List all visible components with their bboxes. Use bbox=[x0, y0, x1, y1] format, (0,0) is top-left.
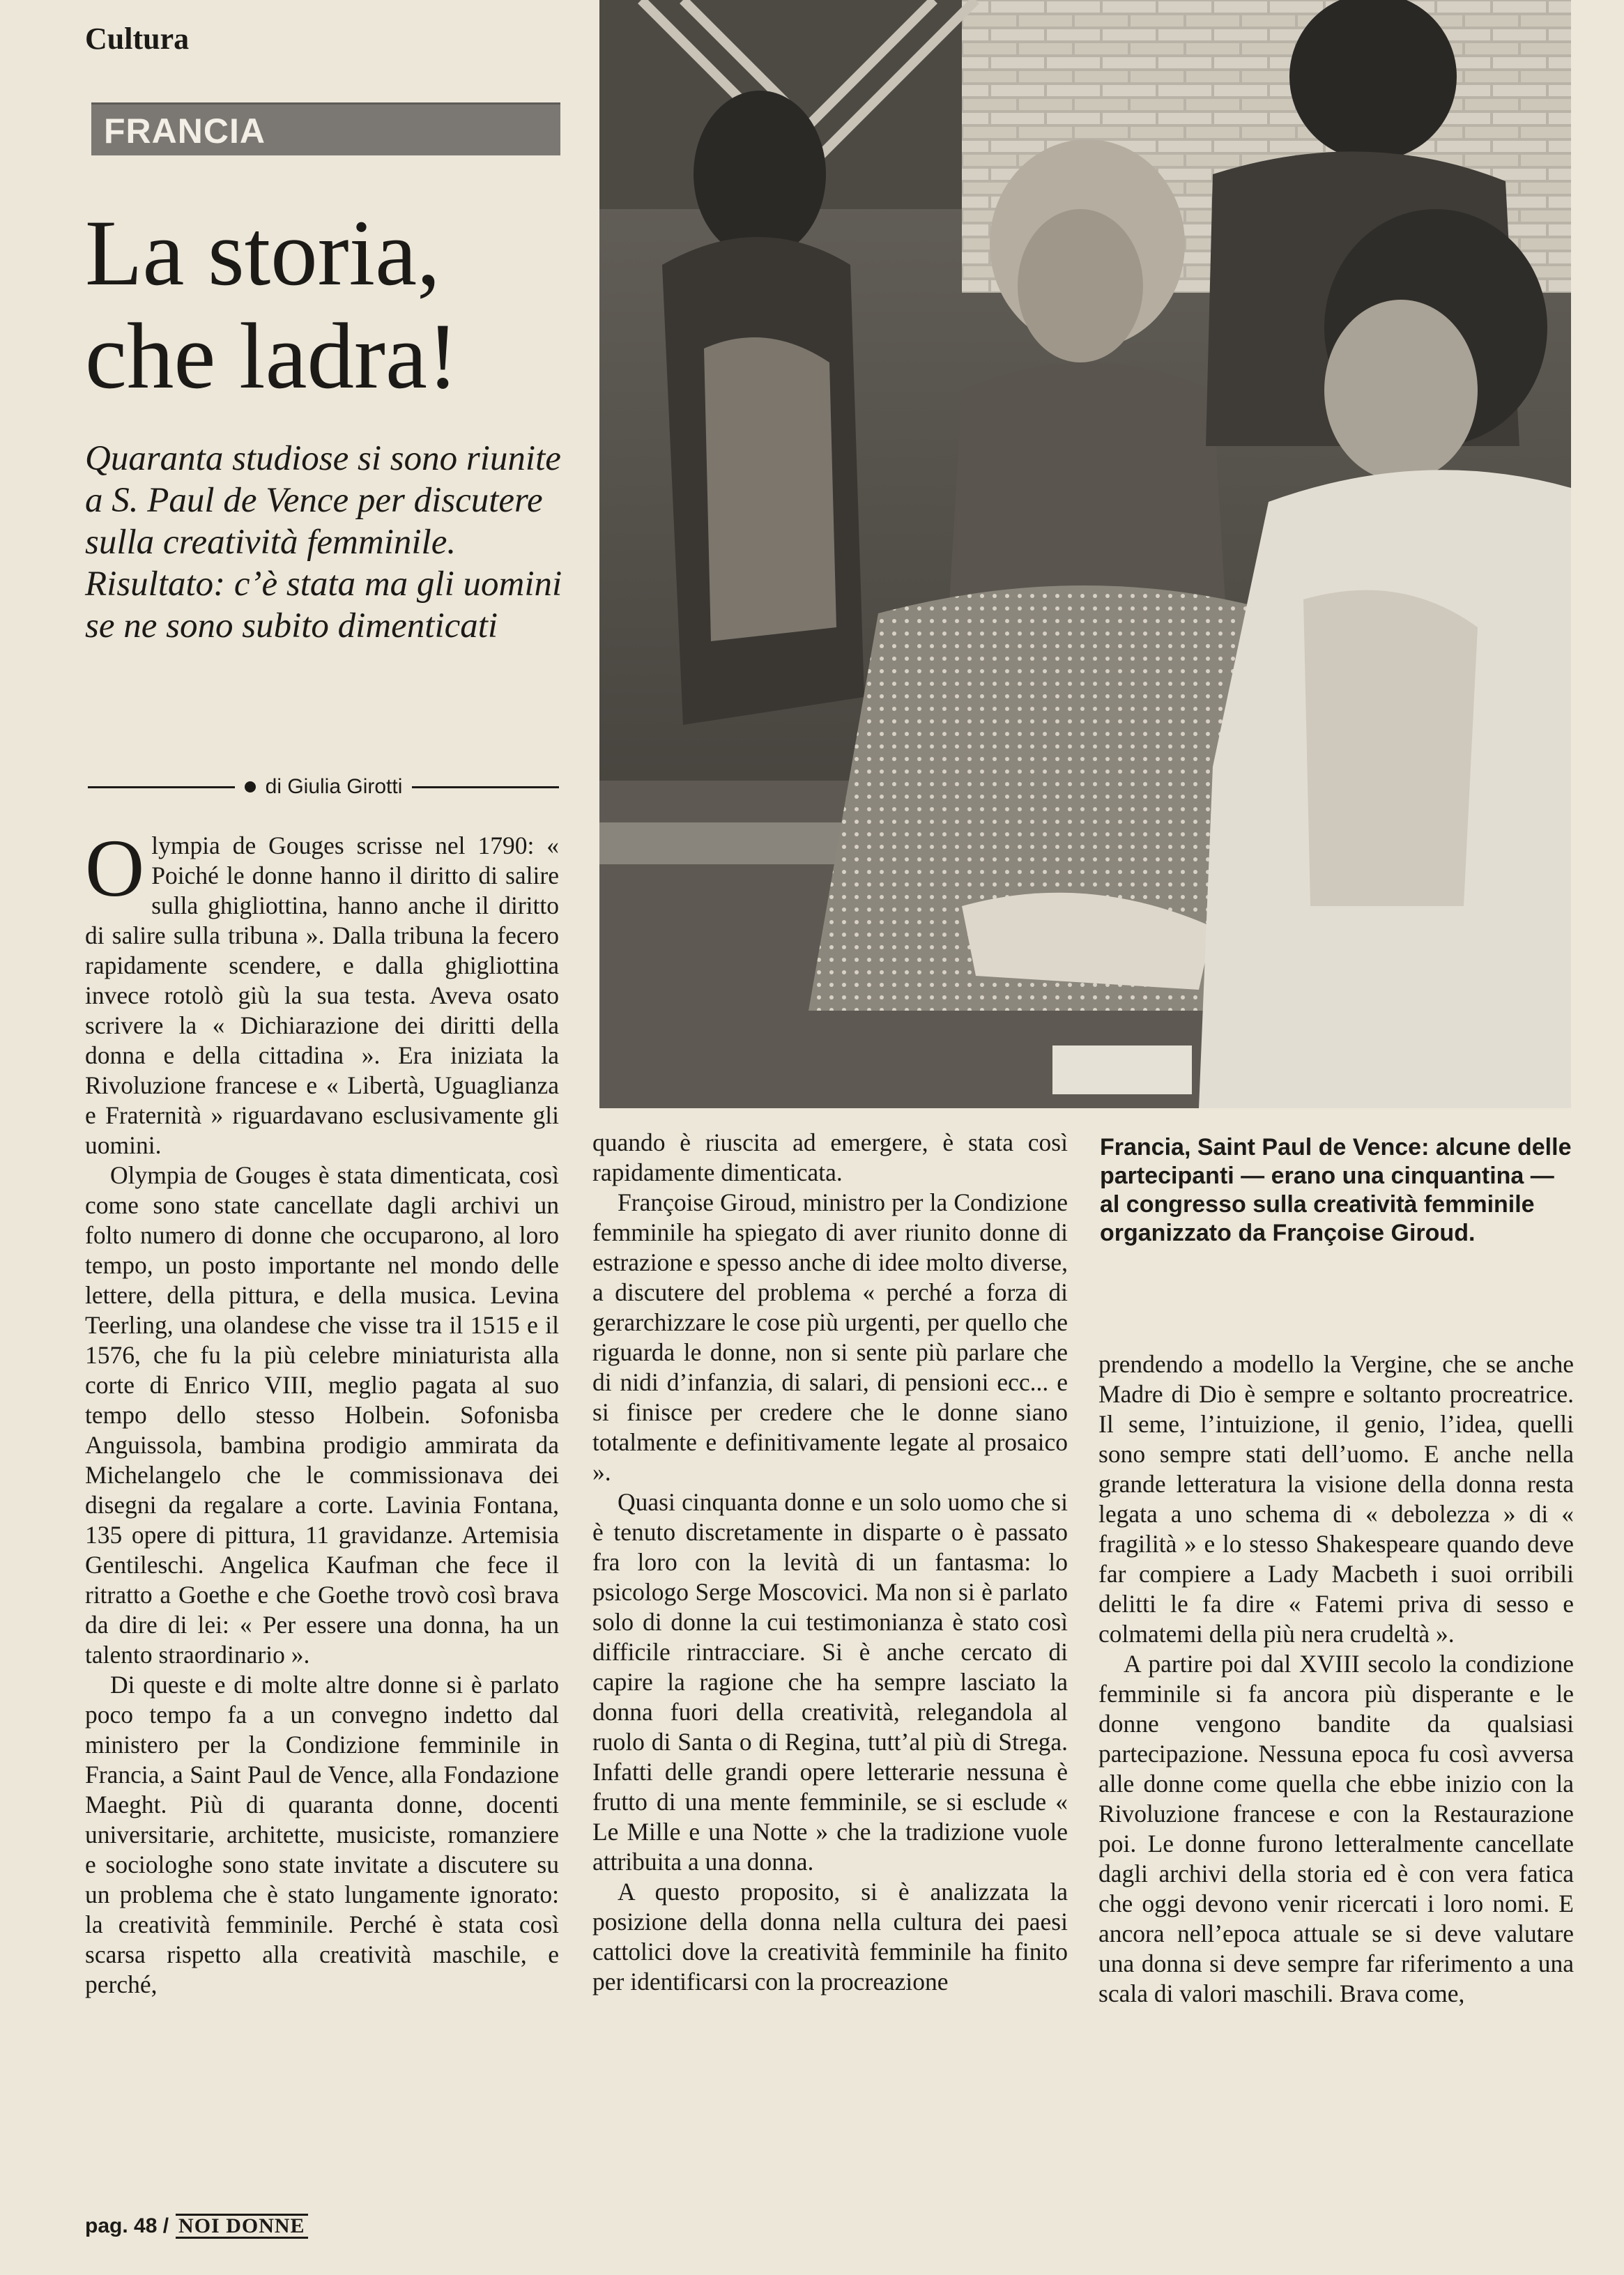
title-line-2: che ladra! bbox=[85, 305, 459, 408]
paragraph: A questo proposito, si è analizzata la posizione della donna nella cultura dei paesi cattolici dove la creatività femminile ha finito per identificarsi con la procreazione bbox=[592, 1878, 1068, 1996]
text-column-3 bbox=[1098, 1349, 1574, 2009]
text-column-1 bbox=[85, 822, 559, 2000]
text-column-2 bbox=[592, 1128, 1068, 1997]
article-title bbox=[85, 202, 573, 408]
drop-cap: O bbox=[85, 822, 145, 914]
paragraph bbox=[85, 822, 559, 1161]
paragraph: Di queste e di molte altre donne si è parlato poco tempo fa a un convegno indetto dal ministero per la Condizione femminile in Francia, a Saint Paul de Vence, alla Fondazione Maeght. Più di quaranta donne, docenti universitarie, architette, musiciste, romanziere e sociologhe sono state invitate a discutere su un problema che è stato lungamente ignorato: la creatività femminile. Perché è stata così scarsa rispetto alla creatività maschile, e perché, bbox=[85, 1671, 559, 1998]
paragraph: Quasi cinquanta donne e un solo uomo che si è tenuto discretamente in disparte o è passato fra loro con la levità di un fantasma: lo psicologo Serge Moscovici. Ma non si è parlato solo di donne la cui testimonianza è stato così difficile rintracciare. Si è anche cercato di capire la ragione che ha sempre lasciato la donna fuori della creatività, relegandola al ruolo di Santa o di Regina, tutt’al più di Strega. Infatti delle grandi opere letterarie nessuna è frutto di una mente femminile, se si esclude « Le Mille e una Notte » che la tradizione vuole attribuita a una donna. bbox=[592, 1488, 1068, 1876]
byline bbox=[88, 769, 559, 804]
paragraph: Olympia de Gouges è stata dimenticata, così come sono state cancellate dagli archivi un folto numero di donne che occuparono, al loro tempo, un posto importante nel mondo delle lettere, della pittura, e della musica. Levina Teerling, una olandese che visse tra il 1515 e il 1576, che fu la più celebre miniaturista alla corte di Enrico VIII, meglio pagata al suo tempo dello stesso Holbein. Sofonisba Anguissola, bambina prodigio ammirata da Michelangelo che le commissionava dei disegni da regalare a corte. Lavinia Fontana, 135 opere di pittura, 11 gravidanze. Artemisia Gentileschi. Angelica Kaufman che fece il ritratto a Goethe e che Goethe trovò così brava da dire di lei: « Per essere una donna, ha un talento straordinario ». bbox=[85, 1161, 559, 1669]
photo-caption: Francia, Saint Paul de Vence: alcune delle partecipanti — erano una cinquantina — al congresso sulla creatività femminile organizzato da Françoise Giroud. bbox=[1100, 1134, 1572, 1246]
bullet-icon bbox=[245, 781, 256, 792]
paragraph-text: lympia de Gouges scrisse nel 1790: « Poiché le donne hanno il diritto di salire sulla ghigliottina, hanno anche il diritto di salire sulla tribuna ». Dalla tribuna la fecero rapidamente scendere, e dalla ghigliottina invece rotolò giù la sua testa. Aveva osato scrivere la « Dichiarazione dei diritti della donna e della cittadina ». Era iniziata la Rivoluzione francese e « Libertà, Uguaglianza e Fraternità » riguardavano esclusivamente gli uomini. bbox=[85, 832, 559, 1159]
magazine-logo: NOI DONNE bbox=[176, 2214, 308, 2239]
article-photo bbox=[599, 0, 1571, 1108]
paragraph: Françoise Giroud, ministro per la Condizione femminile ha spiegato di aver riunito donne di estrazione e spesso anche di idee molto diverse, a discutere del problema « perché a forza di gerarchizzare le cose più urgenti, per quello che riguarda le donne, non si sente più parlare che di nidi d’infanzia, di salari, di pensioni ecc... e si finisce per credere che le donne siano totalmente e definitivamente legate al prosaico ». bbox=[592, 1188, 1068, 1486]
kicker-label: FRANCIA bbox=[104, 112, 266, 151]
article-subtitle: Quaranta studiose si sono riunite a S. Paul de Vence per discutere sulla creatività femminile. Risultato: c’è stata ma gli uomini se ne sono subito dimenticati bbox=[85, 439, 562, 645]
paragraph: quando è riuscita ad emergere, è stata così rapidamente dimenticata. bbox=[592, 1128, 1068, 1186]
page-number: pag. 48 / bbox=[85, 2214, 169, 2237]
byline-rule-left bbox=[88, 786, 235, 788]
paragraph: A partire poi dal XVIII secolo la condizione femminile si fa ancora più disperante e le donne vengono bandite da qualsiasi partecipazione. Nessuna epoca fu così avversa alle donne come quella che ebbe inizio con la Rivoluzione francese e con la Restaurazione poi. Le donne furono letteralmente cancellate dagli archivi della storia ed è con vera fatica che oggi devono venir ricercati i loro nomi. E ancora nell’epoca attuale se si deve valutare una donna si deve sempre far riferimento a una scala di valori maschili. Brava come, bbox=[1098, 1650, 1574, 2007]
title-line-1: La storia, bbox=[85, 201, 441, 305]
byline-rule-right bbox=[412, 786, 559, 788]
section-label: Cultura bbox=[85, 22, 190, 56]
paragraph: prendendo a modello la Vergine, che se anche Madre di Dio è sempre e soltanto procreatrice. Il seme, l’intuizione, il genio, l’idea, quelli sono sempre stati dell’uomo. E anche nella grande letteratura la visione della donna resta legata a uno schema di « debolezza » di « fragilità » e lo stesso Shakespeare quando deve far compiere a Lady Macbeth i suoi orribili delitti le fa dire « Fatemi priva di sesso e colmatemi della più nera crudeltà ». bbox=[1098, 1350, 1574, 1648]
photo-illustration bbox=[599, 0, 1571, 1108]
page-footer bbox=[85, 2214, 308, 2239]
byline-text: di Giulia Girotti bbox=[265, 775, 403, 798]
kicker-bar bbox=[91, 102, 560, 155]
